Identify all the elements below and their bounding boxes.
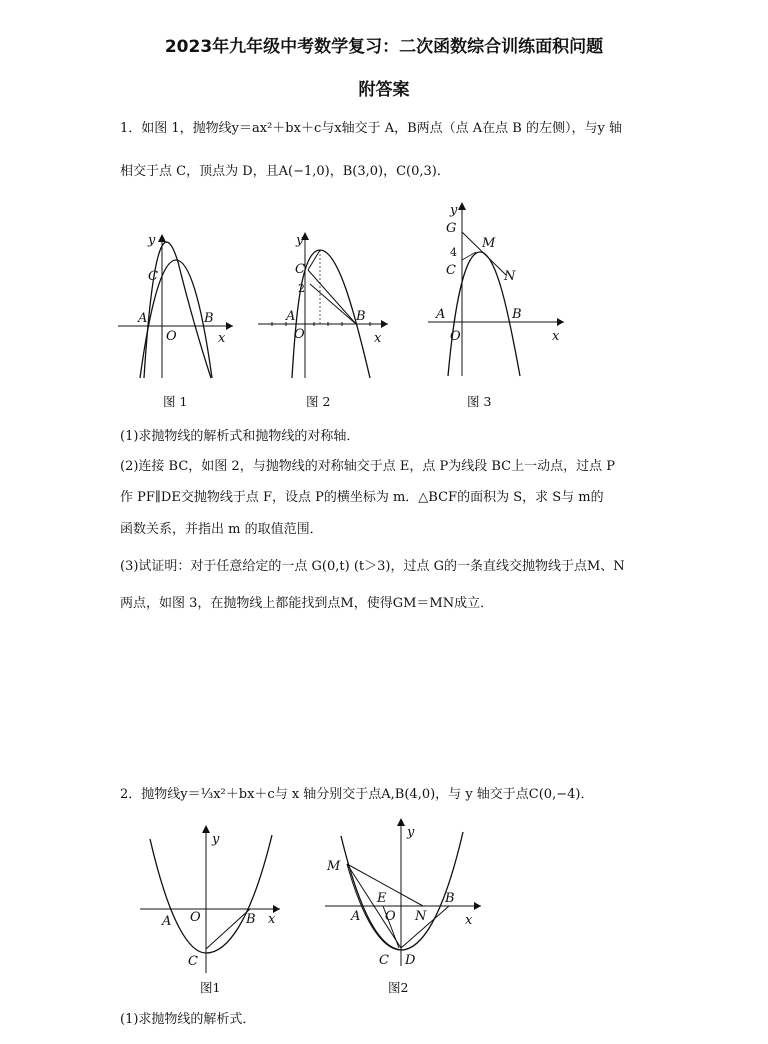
q2f2-label-O: O — [385, 909, 396, 924]
fig3-label-N: N — [504, 269, 516, 284]
fig1-label-x: x — [218, 331, 226, 346]
fig3-label-y: y — [450, 203, 458, 218]
q2f1-label-B: B — [246, 912, 256, 927]
q2f2-label-N: N — [415, 909, 427, 924]
page-title: 2023年九年级中考数学复习：二次函数综合训练面积问题 — [164, 37, 604, 57]
q2f1-label-y: y — [212, 832, 220, 847]
q2-part1: (1)求抛物线的解析式． — [120, 1012, 256, 1027]
fig3-label-B: B — [512, 307, 522, 322]
q1-part2-line2: 作 PF∥DE交抛物线于点 F，设点 P的横坐标为 m．△BCF的面积为 S，求 S与 m的 — [120, 490, 604, 505]
fig3-label-x: x — [552, 329, 560, 344]
fig2-label-O: O — [294, 327, 305, 342]
q2-caption-2: 图2 — [388, 980, 409, 995]
q1-line1: 1．如图 1，抛物线y＝ax²＋bx＋c与x轴交于 A，B两点（点 A在点 B 的左侧），与y 轴 — [120, 121, 622, 136]
q2f2-label-D: D — [405, 953, 416, 968]
fig3-label-C: C — [446, 263, 456, 278]
fig1-label-B: B — [204, 311, 214, 326]
q1-part2-line3: 函数关系，并指出 m 的取值范围． — [120, 522, 323, 537]
fig3-label-O: O — [450, 329, 461, 344]
fig3-label-M: M — [482, 236, 496, 251]
fig3-label-4: 4 — [450, 246, 457, 259]
q2f1-label-C: C — [188, 954, 198, 969]
q2f2-label-x: x — [465, 913, 473, 928]
q1-caption-2: 图 2 — [306, 394, 331, 409]
page-subtitle: 附答案 — [358, 80, 410, 100]
q2f2-label-A: A — [351, 909, 361, 924]
q2-caption-1: 图1 — [200, 980, 221, 995]
q2f2-label-M: M — [327, 859, 341, 874]
q2f1-label-O: O — [190, 910, 201, 925]
q1-part3-line1: (3)试证明：对于任意给定的一点 G(0,t) (t＞3)，过点 G的一条直线交抛物线于点M、N — [120, 559, 625, 574]
q1-part1: (1)求抛物线的解析式和抛物线的对称轴． — [120, 429, 360, 444]
q1-part3-line2: 两点，如图 3，在抛物线上都能找到点M，使得GM＝MN成立． — [120, 596, 494, 611]
fig3-label-A: A — [436, 307, 446, 322]
fig1-label-C: C — [148, 269, 158, 284]
fig1-label-O: O — [166, 329, 177, 344]
q1-part2-line1: (2)连接 BC，如图 2，与抛物线的对称轴交于点 E，点 P为线段 BC上一动点，过点 P — [120, 459, 615, 474]
fig2-label-C: C — [295, 262, 305, 277]
fig3-label-G: G — [446, 221, 457, 236]
fig1-label-y: y — [148, 233, 156, 248]
q1-caption-3: 图 3 — [467, 394, 492, 409]
q2f1-label-x: x — [268, 912, 276, 927]
fig1-label-A: A — [138, 311, 148, 326]
q1-figure-2 — [258, 230, 393, 380]
q2f2-label-B: B — [445, 891, 455, 906]
q1-figure-1 — [118, 230, 238, 380]
fig2-label-A: A — [286, 309, 296, 324]
q2f1-label-A: A — [162, 914, 172, 929]
q1-figure-3 — [428, 200, 568, 378]
fig2-label-2: 2 — [298, 282, 305, 295]
q1-line2: 相交于点 C，顶点为 D，且A(−1,0)，B(3,0)，C(0,3)． — [120, 164, 450, 179]
fig2-label-y: y — [296, 233, 304, 248]
fig2-label-B: B — [356, 309, 366, 324]
q1-caption-1: 图 1 — [163, 394, 188, 409]
q2f2-label-C: C — [379, 953, 389, 968]
q2-figure-2 — [325, 818, 485, 968]
q2f2-label-E: E — [377, 891, 387, 906]
q2f2-label-y: y — [407, 825, 415, 840]
fig2-label-x: x — [374, 331, 382, 346]
q2-figure-1 — [140, 825, 285, 975]
q2-line1: 2．抛物线y＝⅓x²＋bx＋c与 x 轴分别交于点A,B(4,0)，与 y 轴交于点C(0,−4)． — [120, 787, 594, 802]
